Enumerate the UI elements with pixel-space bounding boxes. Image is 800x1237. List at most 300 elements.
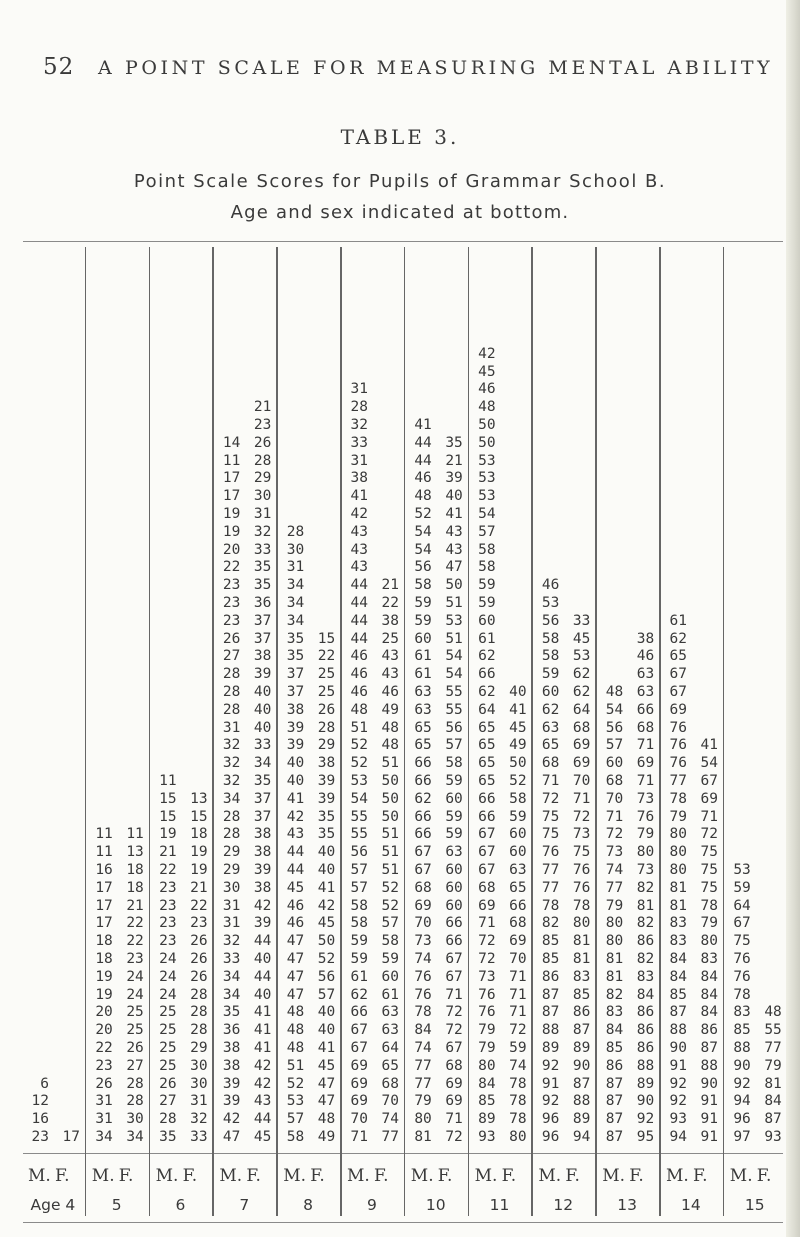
score-male: 39 <box>222 1075 241 1092</box>
score-male: 74 <box>414 951 432 967</box>
score-female: 57 <box>445 737 463 754</box>
score-female: 52 <box>509 773 527 789</box>
score-female: 71 <box>636 773 655 789</box>
score-female: 49 <box>509 737 527 754</box>
score-female: 50 <box>381 790 399 807</box>
score-male: 31 <box>95 1111 113 1128</box>
score-male: 59 <box>478 577 496 594</box>
score-female: 24 <box>126 986 144 1003</box>
score-female: 56 <box>445 719 463 736</box>
score-male: 38 <box>222 1040 241 1056</box>
score-female: 38 <box>253 844 272 861</box>
sex-label-female: F. <box>501 1166 517 1186</box>
score-male: 27 <box>222 648 241 665</box>
score-female: 43 <box>381 648 399 665</box>
score-male: 76 <box>541 844 560 861</box>
sex-label-female: F. <box>629 1166 644 1186</box>
score-female: 30 <box>126 1111 144 1128</box>
score-female: 88 <box>572 1093 591 1110</box>
score-female: 45 <box>572 630 591 647</box>
score-male: 17 <box>222 488 241 505</box>
score-female: 72 <box>445 1004 463 1021</box>
score-male: 22 <box>95 1040 113 1056</box>
score-female: 40 <box>509 684 527 700</box>
score-male: 77 <box>541 862 560 878</box>
score-female: 84 <box>636 986 655 1003</box>
score-female: 89 <box>572 1111 591 1128</box>
score-female: 45 <box>317 1057 336 1074</box>
score-male: 58 <box>286 1129 305 1145</box>
score-male: 67 <box>478 826 496 843</box>
score-male: 63 <box>541 719 560 736</box>
score-female: 39 <box>445 470 463 487</box>
score-male: 79 <box>478 1022 496 1039</box>
score-male: 69 <box>350 1093 368 1110</box>
score-male: 62 <box>478 684 496 700</box>
score-male: 84 <box>669 968 687 985</box>
sex-label-female: F. <box>374 1166 389 1186</box>
score-male: 59 <box>478 595 496 611</box>
score-male: 63 <box>414 701 432 718</box>
score-male: 87 <box>605 1075 624 1092</box>
score-female: 73 <box>636 790 655 807</box>
score-male: 58 <box>478 559 496 576</box>
score-male: 41 <box>350 488 368 505</box>
age-label: 14 <box>681 1196 701 1214</box>
top-rule <box>23 241 783 242</box>
score-male: 91 <box>541 1075 560 1092</box>
score-male: 59 <box>733 879 751 896</box>
score-male: 21 <box>159 844 177 861</box>
score-male: 46 <box>414 470 432 487</box>
score-male: 53 <box>286 1093 305 1110</box>
score-female: 73 <box>636 862 655 878</box>
age-label: 7 <box>239 1196 250 1214</box>
score-male: 92 <box>669 1075 687 1092</box>
score-male: 24 <box>159 986 177 1003</box>
score-male: 46 <box>286 897 305 914</box>
running-title: A POINT SCALE FOR MEASURING MENTAL ABILITY <box>98 57 774 79</box>
score-female: 86 <box>636 1022 655 1039</box>
score-female: 37 <box>253 790 272 807</box>
score-male: 23 <box>222 577 241 594</box>
score-female: 46 <box>636 648 655 665</box>
score-female: 71 <box>445 1111 463 1128</box>
score-male: 19 <box>222 523 241 540</box>
score-male: 62 <box>669 630 687 647</box>
score-male: 31 <box>95 1093 113 1110</box>
score-male: 57 <box>350 862 368 878</box>
score-female: 26 <box>190 933 208 950</box>
score-male: 16 <box>31 1111 49 1128</box>
score-female: 63 <box>445 844 463 861</box>
score-male: 80 <box>669 862 687 878</box>
sex-label-female: F. <box>437 1166 453 1186</box>
score-female: 80 <box>509 1129 527 1145</box>
score-female: 51 <box>381 844 399 861</box>
score-male: 96 <box>733 1111 751 1128</box>
score-male: 87 <box>605 1129 624 1145</box>
score-male: 43 <box>350 541 368 558</box>
score-female: 71 <box>445 986 463 1003</box>
score-male: 88 <box>733 1040 751 1056</box>
age-label: 9 <box>366 1196 377 1214</box>
score-male: 87 <box>605 1093 624 1110</box>
score-male: 29 <box>222 862 241 878</box>
score-female: 44 <box>253 1111 272 1128</box>
score-female: 23 <box>253 417 272 433</box>
score-male: 34 <box>95 1129 113 1145</box>
score-male: 73 <box>414 933 432 950</box>
score-female: 67 <box>445 968 463 985</box>
table-subtitle: Point Scale Scores for Pupils of Grammar School B. <box>133 171 667 192</box>
score-female: 73 <box>572 826 591 843</box>
score-male: 20 <box>95 1022 113 1039</box>
age-label: 13 <box>617 1196 637 1214</box>
score-male: 92 <box>541 1093 560 1110</box>
score-male: 77 <box>414 1057 432 1074</box>
score-female: 23 <box>190 915 208 932</box>
score-female: 28 <box>317 719 336 736</box>
score-male: 53 <box>478 488 496 505</box>
score-male: 77 <box>669 773 687 789</box>
score-female: 43 <box>445 523 463 540</box>
score-female: 29 <box>190 1040 208 1056</box>
score-male: 72 <box>541 790 560 807</box>
score-male: 60 <box>541 684 560 700</box>
score-female: 63 <box>381 1004 399 1021</box>
score-male: 87 <box>669 1004 687 1021</box>
score-male: 54 <box>605 701 624 718</box>
score-female: 33 <box>253 737 272 754</box>
score-female: 46 <box>381 684 399 700</box>
score-female: 40 <box>317 1022 336 1039</box>
score-female: 41 <box>700 737 718 754</box>
score-male: 46 <box>478 381 496 398</box>
score-female: 81 <box>764 1075 782 1092</box>
score-female: 38 <box>253 648 272 665</box>
score-male: 37 <box>286 666 305 683</box>
score-male: 71 <box>478 915 496 932</box>
score-male: 79 <box>669 808 687 825</box>
score-male: 22 <box>222 559 241 576</box>
score-female: 93 <box>764 1129 782 1145</box>
sex-label-female: F. <box>756 1166 772 1186</box>
score-female: 67 <box>445 951 463 967</box>
score-male: 87 <box>541 1004 560 1021</box>
score-male: 77 <box>541 879 560 896</box>
score-male: 83 <box>669 933 687 950</box>
score-male: 34 <box>286 612 305 629</box>
score-female: 40 <box>445 488 463 505</box>
score-male: 97 <box>733 1129 751 1145</box>
score-female: 30 <box>253 488 272 505</box>
score-male: 34 <box>222 790 241 807</box>
score-male: 55 <box>350 826 368 843</box>
score-male: 66 <box>478 790 496 807</box>
score-female: 87 <box>572 1075 591 1092</box>
score-male: 23 <box>31 1129 49 1145</box>
sex-label-male: M. <box>283 1166 306 1186</box>
score-male: 53 <box>733 862 751 878</box>
score-female: 78 <box>700 897 718 914</box>
score-male: 66 <box>478 808 496 825</box>
table-note: Age and sex indicated at bottom. <box>230 202 570 223</box>
score-male: 20 <box>222 541 241 558</box>
score-male: 80 <box>669 826 687 843</box>
score-female: 78 <box>572 897 591 914</box>
score-male: 70 <box>414 915 432 932</box>
score-male: 70 <box>605 790 624 807</box>
score-male: 34 <box>286 577 305 594</box>
score-male: 68 <box>605 773 624 789</box>
score-female: 82 <box>636 915 655 932</box>
score-male: 48 <box>350 701 368 718</box>
score-male: 53 <box>478 470 496 487</box>
score-female: 64 <box>572 701 591 718</box>
score-female: 59 <box>381 951 399 967</box>
score-male: 71 <box>541 773 560 789</box>
score-female: 58 <box>509 790 527 807</box>
score-female: 26 <box>190 968 208 985</box>
score-female: 37 <box>253 612 272 629</box>
score-female: 32 <box>253 523 272 540</box>
score-male: 12 <box>31 1093 49 1110</box>
score-female: 30 <box>190 1057 208 1074</box>
score-male: 83 <box>605 1004 624 1021</box>
score-female: 34 <box>253 755 272 772</box>
score-male: 66 <box>414 808 432 825</box>
age-label: 12 <box>553 1196 574 1214</box>
score-male: 51 <box>350 719 368 736</box>
score-female: 66 <box>636 701 655 718</box>
score-female: 24 <box>126 968 144 985</box>
score-female: 82 <box>636 951 655 967</box>
score-female: 51 <box>381 862 399 878</box>
score-male: 27 <box>159 1093 177 1110</box>
score-female: 57 <box>381 915 399 932</box>
score-male: 19 <box>222 506 241 522</box>
score-female: 69 <box>636 755 655 772</box>
score-male: 45 <box>478 363 496 380</box>
score-male: 6 <box>40 1075 49 1092</box>
score-female: 91 <box>700 1093 718 1110</box>
score-female: 36 <box>253 595 272 611</box>
score-male: 69 <box>478 897 496 914</box>
score-male: 56 <box>541 612 560 629</box>
score-female: 30 <box>190 1075 208 1092</box>
score-female: 29 <box>317 737 336 754</box>
sex-label-male: M. <box>474 1166 498 1186</box>
score-female: 38 <box>253 879 272 896</box>
score-male: 48 <box>286 1004 305 1021</box>
score-female: 35 <box>317 826 336 843</box>
score-male: 74 <box>414 1040 432 1056</box>
score-female: 18 <box>190 826 208 843</box>
score-female: 51 <box>381 755 399 772</box>
score-male: 48 <box>414 488 432 505</box>
score-female: 59 <box>445 773 463 789</box>
sex-label-female: F. <box>310 1166 325 1186</box>
score-male: 67 <box>669 666 687 683</box>
score-male: 23 <box>159 933 177 950</box>
score-male: 19 <box>159 826 177 843</box>
score-male: 34 <box>286 595 305 611</box>
score-female: 52 <box>381 879 399 896</box>
score-male: 94 <box>733 1093 751 1110</box>
score-male: 50 <box>478 434 496 451</box>
score-male: 15 <box>159 790 177 807</box>
score-male: 68 <box>541 755 560 772</box>
score-female: 65 <box>509 879 527 896</box>
score-male: 42 <box>350 506 368 522</box>
score-female: 40 <box>317 862 336 878</box>
score-male: 39 <box>222 1093 241 1110</box>
score-male: 80 <box>669 844 687 861</box>
score-female: 37 <box>253 630 272 647</box>
score-female: 60 <box>445 879 463 896</box>
score-male: 65 <box>478 755 496 772</box>
score-male: 80 <box>478 1057 496 1074</box>
score-male: 39 <box>286 719 305 736</box>
score-male: 43 <box>350 559 368 576</box>
score-male: 32 <box>222 737 241 754</box>
sex-label-male: M. <box>28 1166 51 1186</box>
score-male: 79 <box>414 1093 432 1110</box>
score-male: 67 <box>414 862 432 878</box>
score-male: 88 <box>541 1022 560 1039</box>
score-male: 32 <box>222 773 241 789</box>
score-female: 26 <box>317 701 336 718</box>
score-female: 66 <box>509 897 527 914</box>
score-male: 48 <box>286 1040 305 1056</box>
sex-label-male: M. <box>538 1166 562 1186</box>
score-male: 92 <box>733 1075 751 1092</box>
score-female: 27 <box>126 1057 144 1074</box>
score-male: 35 <box>159 1129 177 1145</box>
score-female: 50 <box>381 773 399 789</box>
score-male: 56 <box>350 844 368 861</box>
score-male: 70 <box>350 1111 368 1128</box>
score-male: 31 <box>222 897 241 914</box>
score-male: 42 <box>286 808 305 825</box>
age-label: 10 <box>425 1196 446 1214</box>
score-female: 79 <box>636 826 655 843</box>
score-male: 65 <box>478 737 496 754</box>
score-female: 74 <box>509 1057 527 1074</box>
score-female: 35 <box>253 773 272 789</box>
score-male: 96 <box>541 1111 560 1128</box>
score-male: 66 <box>414 773 432 789</box>
score-female: 50 <box>317 933 336 950</box>
score-female: 72 <box>445 1129 463 1145</box>
score-male: 83 <box>669 915 687 932</box>
score-female: 75 <box>572 844 591 861</box>
score-female: 45 <box>317 915 336 932</box>
score-male: 76 <box>733 968 751 985</box>
score-male: 25 <box>159 1004 177 1021</box>
score-male: 76 <box>414 986 432 1003</box>
score-female: 84 <box>700 968 718 985</box>
score-female: 85 <box>572 986 591 1003</box>
score-female: 75 <box>700 844 718 861</box>
sex-label-male: M. <box>410 1166 434 1186</box>
score-female: 38 <box>253 826 272 843</box>
score-male: 59 <box>350 951 368 967</box>
score-male: 65 <box>478 773 496 789</box>
score-female: 43 <box>381 666 399 683</box>
score-female: 21 <box>126 897 144 914</box>
score-male: 53 <box>478 452 496 469</box>
score-male: 16 <box>95 862 113 878</box>
score-male: 44 <box>350 577 368 594</box>
score-male: 46 <box>350 648 368 665</box>
age-label: 6 <box>175 1196 186 1214</box>
score-male: 75 <box>541 826 560 843</box>
score-female: 42 <box>253 1075 272 1092</box>
score-male: 40 <box>286 755 305 772</box>
sex-label-male: M. <box>91 1166 115 1186</box>
score-female: 60 <box>445 862 463 878</box>
score-male: 28 <box>222 701 241 718</box>
score-male: 61 <box>414 666 432 683</box>
score-male: 52 <box>350 737 368 754</box>
score-male: 62 <box>478 648 496 665</box>
score-female: 86 <box>572 1004 591 1021</box>
score-female: 40 <box>253 684 272 700</box>
score-male: 35 <box>286 648 305 665</box>
score-male: 47 <box>286 951 305 967</box>
score-male: 96 <box>541 1129 560 1145</box>
score-male: 84 <box>669 951 687 967</box>
score-female: 63 <box>381 1022 399 1039</box>
score-male: 23 <box>159 879 177 896</box>
score-male: 85 <box>478 1093 496 1110</box>
score-male: 52 <box>350 755 368 772</box>
score-male: 17 <box>95 915 113 932</box>
score-male: 72 <box>605 826 624 843</box>
score-female: 41 <box>445 506 463 522</box>
score-female: 67 <box>700 773 718 789</box>
score-female: 25 <box>381 630 399 647</box>
score-female: 33 <box>253 541 272 558</box>
table-title: TABLE 3. <box>340 125 460 149</box>
score-female: 41 <box>317 879 336 896</box>
score-female: 83 <box>572 968 591 985</box>
score-female: 50 <box>445 577 463 594</box>
score-female: 90 <box>572 1057 591 1074</box>
score-female: 81 <box>572 933 591 950</box>
score-female: 71 <box>572 790 591 807</box>
score-male: 67 <box>350 1040 368 1056</box>
score-male: 44 <box>350 630 368 647</box>
score-female: 25 <box>317 684 336 700</box>
score-male: 55 <box>350 808 368 825</box>
score-female: 63 <box>636 684 655 700</box>
score-female: 60 <box>445 790 463 807</box>
score-male: 44 <box>414 434 432 451</box>
score-female: 59 <box>445 826 463 843</box>
score-female: 40 <box>253 701 272 718</box>
score-female: 70 <box>381 1093 399 1110</box>
score-female: 71 <box>700 808 718 825</box>
score-female: 39 <box>253 862 272 878</box>
score-male: 82 <box>605 986 624 1003</box>
score-female: 21 <box>253 399 272 416</box>
score-female: 84 <box>700 1004 718 1021</box>
score-male: 28 <box>222 684 241 700</box>
score-male: 36 <box>222 1022 241 1039</box>
